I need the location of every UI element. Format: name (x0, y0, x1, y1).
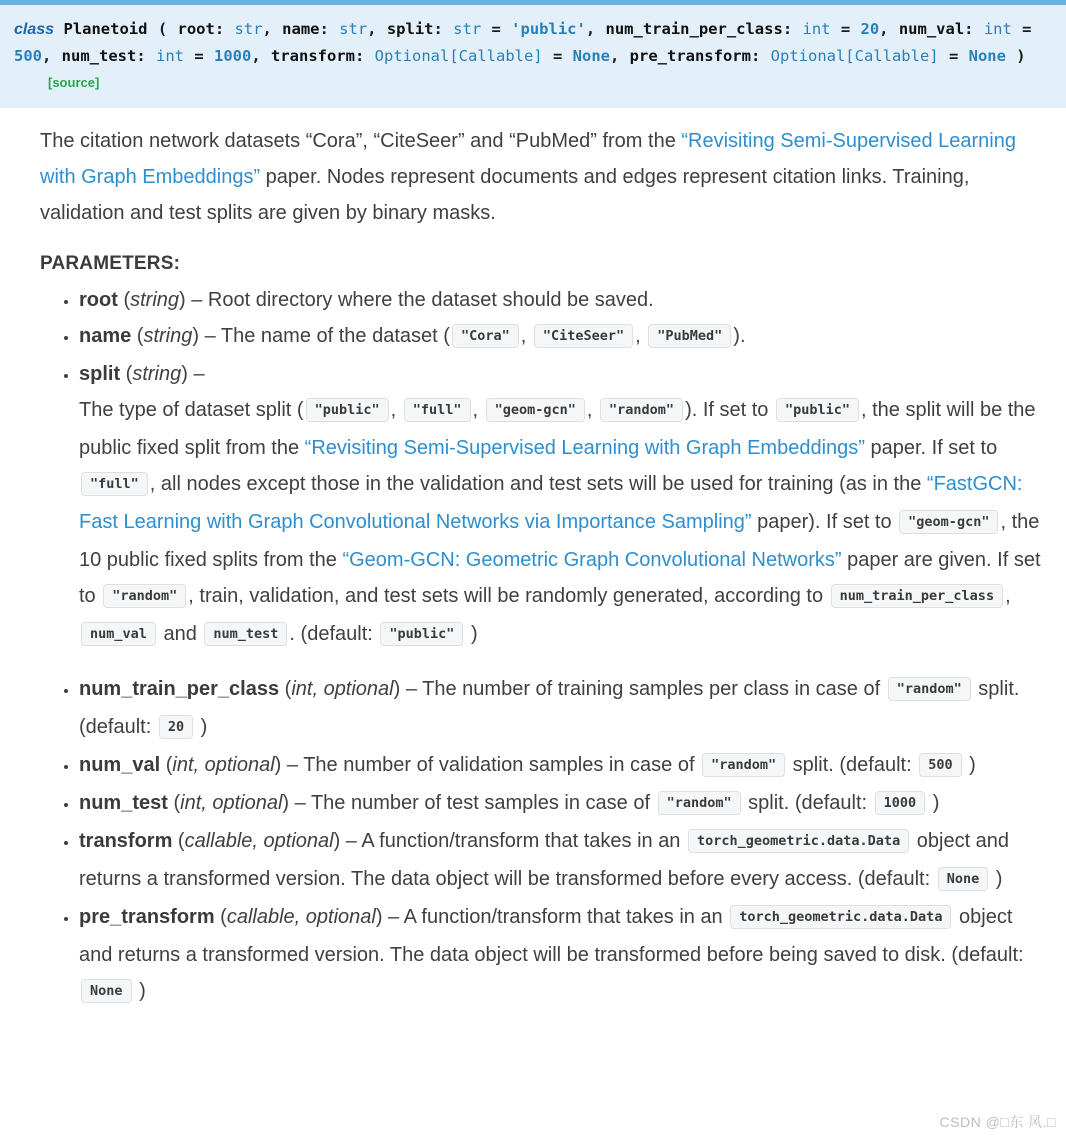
parameter-item-name (79, 318, 1046, 356)
inline-code: torch_geometric.data.Data (688, 829, 909, 853)
inline-code: num_test (204, 622, 287, 646)
text-segment: , (262, 20, 283, 38)
text-segment: split (386, 20, 434, 38)
inline-code: 1000 (875, 791, 926, 815)
parameter-item-root (79, 282, 1046, 318)
text-segment: callable, optional (226, 906, 376, 928)
text-segment: , (367, 20, 387, 38)
text-segment: ) (963, 754, 976, 776)
text-segment: num_train_per_class (605, 20, 783, 38)
text-segment: paper. Nodes represent documents and edges represent citation links. Training, validation and test splits are given by binary masks. (40, 166, 970, 224)
parameter-text (79, 785, 1046, 823)
text-segment: paper. If set to (864, 437, 998, 459)
inline-code: "Cora" (452, 324, 519, 348)
text-segment: , (609, 47, 630, 65)
inline-code: "random" (702, 753, 785, 777)
text-segment: and (157, 623, 203, 645)
text-segment: = (481, 20, 512, 38)
text-segment: ). If set to (685, 399, 774, 421)
text-segment: str (339, 20, 368, 38)
text-segment: ). (733, 325, 746, 347)
class-signature (0, 0, 1066, 108)
inline-code: "random" (600, 398, 683, 422)
text-segment: ( (279, 678, 292, 700)
inline-code: "full" (404, 398, 471, 422)
parameter-item-transform (79, 823, 1046, 899)
text-segment: split. (default: (742, 792, 873, 814)
text-segment: root (177, 20, 215, 38)
text-segment: name (282, 20, 320, 38)
parameter-text (79, 899, 1046, 1011)
parameter-text (79, 671, 1046, 747)
text-segment: = (830, 20, 861, 38)
text-segment: string (132, 363, 182, 385)
text-segment: ) (1005, 47, 1026, 65)
text-segment: split (79, 363, 121, 385)
doc-link[interactable]: “Geom-GCN: Geometric Graph Convolutional Networks” (342, 549, 842, 571)
text-segment: None (968, 47, 1006, 65)
text-segment: paper). If set to (751, 511, 898, 533)
text-segment: ) (465, 623, 478, 645)
text-segment: ( (160, 754, 173, 776)
text-segment: num_test (61, 47, 137, 65)
text-segment: : (964, 20, 984, 38)
inline-code: "public" (776, 398, 859, 422)
text-segment: int, optional (180, 792, 283, 814)
inline-code: "random" (103, 584, 186, 608)
text-segment: ) – A function/transform that takes in an (375, 906, 729, 928)
doc-link[interactable]: “FastGCN: Fast Learning with Graph Convolutional Networks via Importance Sampling” (79, 473, 1023, 533)
text-segment: class (14, 21, 60, 38)
doc-link[interactable]: “Revisiting Semi-Supervised Learning with Graph Embeddings” (304, 437, 865, 459)
doc-body (0, 123, 1066, 1041)
text-segment: ) – The number of test samples in case of (282, 792, 656, 814)
text-segment: num_train_per_class (79, 678, 280, 700)
inline-code: None (81, 979, 132, 1003)
text-segment: ( (117, 289, 131, 311)
text-segment: , (520, 325, 532, 347)
text-segment: = (1011, 20, 1032, 38)
text-segment: . (default: (289, 623, 379, 645)
text-segment: , (879, 20, 899, 38)
text-segment: ( (214, 906, 227, 928)
inline-code: "full" (81, 472, 148, 496)
text-segment: : (782, 20, 803, 38)
source-link[interactable]: [source] (48, 75, 100, 90)
text-segment: , the 10 public fixed splits from the (79, 511, 1040, 571)
inline-code: torch_geometric.data.Data (730, 905, 951, 929)
text-segment: ( (131, 325, 144, 347)
text-segment: , (390, 399, 402, 421)
text-segment: int (802, 20, 831, 38)
text-segment: int, optional (172, 754, 275, 776)
inline-code: "public" (380, 622, 463, 646)
text-segment: , (586, 399, 599, 421)
text-segment: str (453, 20, 482, 38)
text-segment: 'public' (511, 20, 586, 38)
text-segment: , (42, 47, 62, 65)
parameter-body (79, 392, 1046, 654)
text-segment: , (635, 325, 647, 347)
text-segment: : (214, 20, 235, 38)
text-segment: ( (172, 830, 185, 852)
text-segment: ) – The name of the dataset ( (192, 325, 450, 347)
text-segment: string (130, 289, 180, 311)
inline-code: "geom-gcn" (486, 398, 585, 422)
text-segment: ( (167, 792, 181, 814)
text-segment: num_val (79, 754, 161, 776)
text-segment: transform (271, 47, 355, 65)
text-segment: None (572, 47, 610, 65)
inline-code: num_train_per_class (831, 584, 1003, 608)
text-segment: , (585, 20, 606, 38)
text-segment: str (234, 20, 263, 38)
text-segment: int, optional (291, 678, 394, 700)
text-segment: paper are given. If set to (79, 549, 1041, 607)
text-segment: ) – Root directory where the dataset should be saved. (179, 289, 654, 311)
class-description (40, 123, 1046, 231)
text-segment: : (750, 47, 771, 65)
doc-link[interactable]: “Revisiting Semi-Supervised Learning with Graph Embeddings” (40, 130, 1016, 188)
text-segment: object and returns a transformed version. The data object will be transformed before every access. (default: (79, 830, 1010, 890)
text-segment: split. (default: (79, 678, 1020, 738)
text-segment: 20 (860, 20, 880, 38)
text-segment: ) (195, 716, 208, 738)
inline-code: 500 (919, 753, 961, 777)
parameter-text (79, 282, 1046, 318)
text-segment: ) (133, 980, 146, 1002)
parameter-text (79, 356, 1046, 392)
text-segment: ) – A function/transform that takes in an (333, 830, 686, 852)
text-segment: , all nodes except those in the validation and test sets will be used for training (as in the (149, 473, 927, 495)
text-segment: , (472, 399, 484, 421)
text-segment: , the split will be the public fixed split from the (79, 399, 1036, 459)
signature-text (14, 20, 1032, 65)
text-segment: pre_transform (629, 47, 751, 65)
parameters-list (40, 282, 1046, 1011)
text-segment: , (251, 47, 271, 65)
text-segment: transform (79, 830, 173, 852)
inline-code: "geom-gcn" (899, 510, 998, 534)
inline-code: None (938, 867, 989, 891)
parameter-item-num-test (79, 785, 1046, 823)
text-segment: string (143, 325, 193, 347)
text-segment: Optional[Callable] (770, 47, 939, 65)
watermark: CSDN @□东 风.□ (939, 1114, 1056, 1130)
inline-code: "random" (658, 791, 741, 815)
text-segment: : (319, 20, 340, 38)
text-segment: 1000 (214, 47, 252, 65)
text-segment: , (1005, 585, 1011, 607)
parameter-item-num-val (79, 747, 1046, 785)
text-segment: Planetoid (63, 20, 148, 38)
text-segment: : (433, 20, 454, 38)
text-segment: The citation network datasets “Cora”, “CiteSeer” and “PubMed” from the (40, 130, 682, 152)
text-segment: int (983, 20, 1012, 38)
text-segment: callable, optional (184, 830, 334, 852)
text-segment: Optional[Callable] (374, 47, 543, 65)
inline-code: "public" (306, 398, 389, 422)
inline-code: "random" (888, 677, 971, 701)
text-segment: ( (147, 20, 178, 38)
text-segment: 500 (14, 47, 42, 65)
inline-code: num_val (81, 622, 156, 646)
text-segment: name (79, 325, 132, 347)
text-segment: The type of dataset split ( (79, 399, 304, 421)
text-segment: : (355, 47, 375, 65)
parameter-text (79, 318, 1046, 356)
inline-code: "PubMed" (648, 324, 731, 348)
text-segment: : (136, 47, 156, 65)
text-segment: ( (120, 363, 133, 385)
text-segment: = (184, 47, 214, 65)
text-segment: int (156, 47, 184, 65)
text-segment: num_test (79, 792, 168, 814)
text-segment: split. (default: (787, 754, 918, 776)
text-segment: ) – The number of training samples per class in case of (393, 678, 886, 700)
text-segment: , train, validation, and test sets will be randomly generated, according to (188, 585, 829, 607)
parameter-item-split (79, 356, 1046, 654)
text-segment: ) – The number of validation samples in case of (274, 754, 701, 776)
parameter-item-num-train-per-class (79, 671, 1046, 747)
parameter-text (79, 747, 1046, 785)
text-segment: object and returns a transformed version. The data object will be transformed before being saved to disk. (default: (79, 906, 1024, 966)
text-segment: pre_transform (79, 906, 215, 928)
text-segment: ) – (181, 363, 205, 385)
parameters-heading: PARAMETERS: (40, 253, 181, 274)
text-segment: ) (927, 792, 940, 814)
text-segment: = (938, 47, 969, 65)
text-segment: = (542, 47, 573, 65)
parameter-item-pre-transform (79, 899, 1046, 1011)
parameter-text (79, 823, 1046, 899)
inline-code: "CiteSeer" (534, 324, 633, 348)
text-segment: ) (990, 868, 1003, 890)
text-segment: root (79, 289, 118, 311)
text-segment: num_val (898, 20, 965, 38)
inline-code: 20 (159, 715, 193, 739)
